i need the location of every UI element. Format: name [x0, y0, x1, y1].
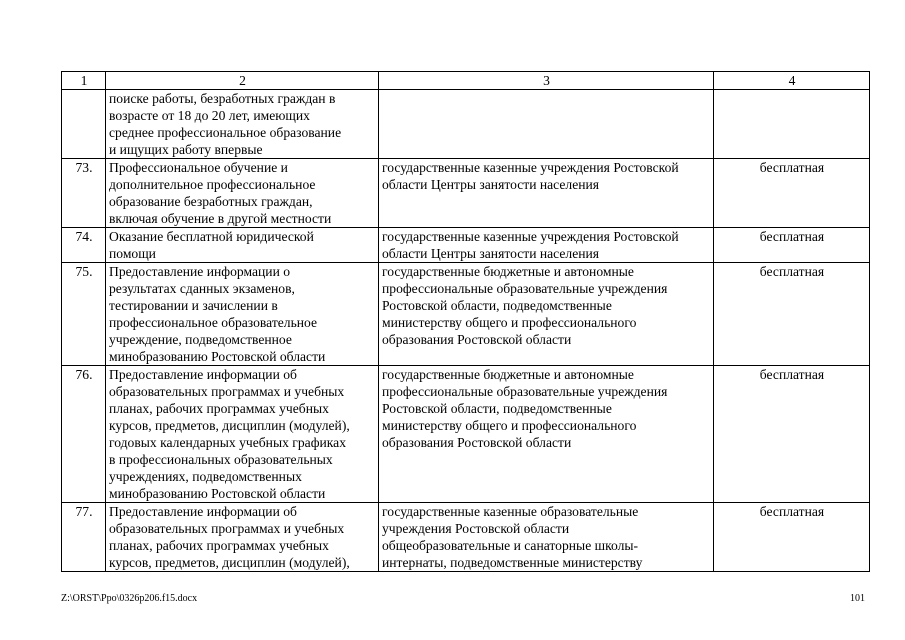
provider-name [379, 90, 714, 159]
fee-cell: бесплатная [714, 263, 870, 366]
table-row [62, 90, 870, 159]
footer-file-path: Z:\ORST\Ppo\0326p206.f15.docx [61, 593, 198, 604]
header-col-2: 2 [106, 72, 379, 90]
provider-name: государственные бюджетные и автономные профессиональные образовательные учреждения Ростовской области, подведомственные министерству общего и профессионального образования Ростовской области [379, 263, 714, 366]
provider-name: государственные бюджетные и автономные профессиональные образовательные учреждения Ростовской области, подведомственные министерству общего и профессионального образования Ростовской области [379, 366, 714, 503]
table-row [62, 366, 870, 503]
row-number: 73. [62, 159, 106, 228]
row-number: 74. [62, 228, 106, 263]
table-row [62, 263, 870, 366]
fee-cell: бесплатная [714, 503, 870, 572]
header-col-4: 4 [714, 72, 870, 90]
service-name: Предоставление информации о результатах сданных экзаменов, тестировании и зачислении в профессиональное образовательное учреждение, подведомственное минобразованию Ростовской области [106, 263, 379, 366]
row-number [62, 90, 106, 159]
provider-name: государственные казенные образовательные учреждения Ростовской области общеобразовательные и санаторные школы- интернаты, подведомственные министерству [379, 503, 714, 572]
header-col-3: 3 [379, 72, 714, 90]
provider-name: государственные казенные учреждения Ростовской области Центры занятости населения [379, 228, 714, 263]
provider-name: государственные казенные учреждения Ростовской области Центры занятости населения [379, 159, 714, 228]
table-row [62, 503, 870, 572]
services-table [61, 71, 870, 572]
service-name: Предоставление информации об образовательных программах и учебных планах, рабочих программах учебных курсов, предметов, дисциплин (модулей), [106, 503, 379, 572]
fee-cell: бесплатная [714, 228, 870, 263]
row-number: 76. [62, 366, 106, 503]
footer-page-number: 101 [850, 593, 865, 604]
header-col-1: 1 [62, 72, 106, 90]
fee-cell [714, 90, 870, 159]
service-name: Оказание бесплатной юридической помощи [106, 228, 379, 263]
row-number: 75. [62, 263, 106, 366]
fee-cell: бесплатная [714, 159, 870, 228]
table-row [62, 228, 870, 263]
row-number: 77. [62, 503, 106, 572]
service-name: Предоставление информации об образовательных программах и учебных планах, рабочих программах учебных курсов, предметов, дисциплин (модулей), годовых календарных учебных графиках в профессиональных образовательных учреждениях, подведомственных минобразованию Ростовской области [106, 366, 379, 503]
table-header-row [62, 72, 870, 90]
fee-cell: бесплатная [714, 366, 870, 503]
service-name: Профессиональное обучение и дополнительное профессиональное образование безработных граждан, включая обучение в другой местности [106, 159, 379, 228]
service-name: поиске работы, безработных граждан в возрасте от 18 до 20 лет, имеющих среднее профессиональное образование и ищущих работу впервые [106, 90, 379, 159]
table-row [62, 159, 870, 228]
